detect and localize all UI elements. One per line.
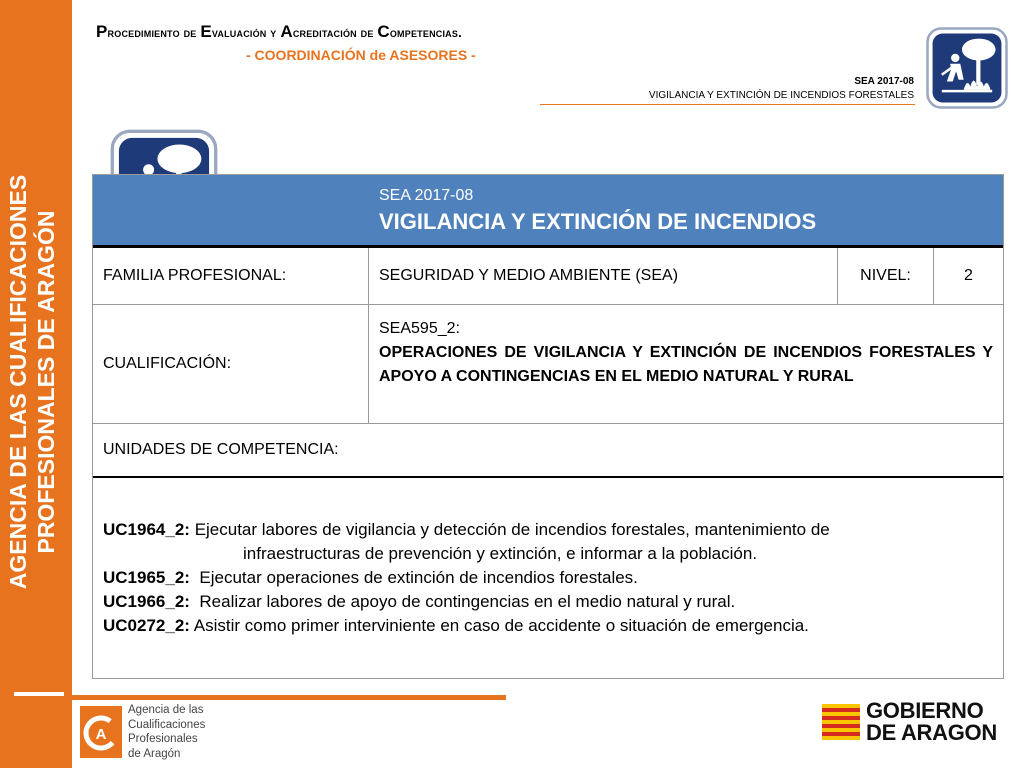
- cualificacion-label: CUALIFICACIÓN:: [103, 355, 232, 372]
- title-rest-2: valuación y: [211, 25, 281, 40]
- agency-line-4: de Aragón: [128, 747, 181, 760]
- title-rest-3: creditación de: [292, 25, 378, 40]
- header-divider: [540, 104, 915, 105]
- nivel-value: 2: [933, 248, 1003, 304]
- footer-divider: [72, 695, 506, 700]
- table-header-code: SEA 2017-08: [379, 187, 474, 204]
- unidades-row: [93, 424, 1003, 478]
- qualification-table: [92, 174, 1004, 679]
- agency-line-3: Profesionales: [128, 733, 198, 745]
- unit-code: UC1964_2:: [103, 520, 190, 539]
- cualificacion-code: SEA595_2:: [379, 320, 460, 337]
- unit-code: UC0272_2:: [103, 616, 190, 635]
- familia-label: FAMILIA PROFESIONAL:: [103, 267, 287, 284]
- unit-text: Ejecutar labores de vigilancia y detección de incendios forestales, mantenimiento de: [194, 520, 830, 539]
- title-initial-2: E: [200, 22, 212, 41]
- units-list: [93, 478, 1003, 678]
- unit-text-continued: infraestructuras de prevención y extinción, e informar a la población.: [243, 544, 758, 563]
- unit-code: UC1966_2:: [103, 592, 190, 611]
- cualificacion-row: [93, 305, 1003, 424]
- government-line-2: DE ARAGON: [866, 720, 997, 745]
- cualificacion-name: OPERACIONES DE VIGILANCIA Y EXTINCIÓN DE INCENDIOS FORESTALES Y APOYO A CONTINGENCIAS EN EL MEDIO NATURAL Y RURAL: [379, 344, 993, 385]
- agency-ca-icon: [80, 706, 122, 758]
- unit-text: Ejecutar operaciones de extinción de incendios forestales.: [199, 568, 638, 587]
- firefighter-icon: [924, 26, 1010, 110]
- title-rest-1: rocedimiento de: [107, 25, 201, 40]
- agency-line-2: Cualificaciones: [128, 718, 206, 731]
- cualificacion-cell: [368, 305, 1003, 423]
- title-initial-4: C: [377, 22, 390, 41]
- agency-vertical-line1: AGENCIA DE LAS CUALIFICACIONES: [5, 174, 31, 590]
- header-code: SEA 2017-08: [854, 76, 914, 87]
- title-rest-4: ompetencias.: [389, 25, 462, 40]
- aragon-flag-icon: [822, 704, 860, 740]
- unit-item: [103, 590, 993, 614]
- table-header: [93, 175, 1003, 248]
- title-initial-1: P: [96, 22, 108, 41]
- coordination-subtitle: - COORDINACIÓN de ASESORES -: [246, 47, 476, 63]
- unit-item: [103, 518, 993, 566]
- unit-item: [103, 566, 993, 590]
- agency-vertical-line2: PROFESIONALES DE ARAGÓN: [33, 210, 59, 554]
- unidades-label: UNIDADES DE COMPETENCIA:: [103, 441, 339, 458]
- title-initial-3: A: [280, 22, 293, 41]
- agency-vertical-title: [4, 102, 68, 662]
- unit-text: Realizar labores de apoyo de contingencias en el medio natural y rural.: [199, 592, 736, 611]
- unit-code: UC1965_2:: [103, 568, 190, 587]
- nivel-label: NIVEL:: [837, 248, 933, 304]
- government-name: [866, 700, 997, 744]
- unit-text: Asistir como primer interviniente en caso de accidente o situación de emergencia.: [193, 616, 809, 635]
- agency-line-1: Agencia de las: [128, 704, 204, 716]
- units-row: [93, 478, 1003, 678]
- unit-item: [103, 614, 993, 638]
- sidebar-band: [0, 0, 72, 768]
- table-header-name: VIGILANCIA Y EXTINCIÓN DE INCENDIOS: [379, 209, 817, 234]
- procedure-title: [96, 22, 462, 42]
- header-qualification-title: VIGILANCIA Y EXTINCIÓN DE INCENDIOS FORESTALES: [648, 90, 914, 101]
- familia-value: SEGURIDAD Y MEDIO AMBIENTE (SEA): [368, 248, 837, 304]
- sidebar-tick: [14, 692, 64, 696]
- government-line-1: GOBIERNO: [866, 698, 984, 723]
- familia-row: [93, 248, 1003, 305]
- agency-logo-letter: A: [95, 726, 107, 743]
- agency-name: [128, 703, 205, 761]
